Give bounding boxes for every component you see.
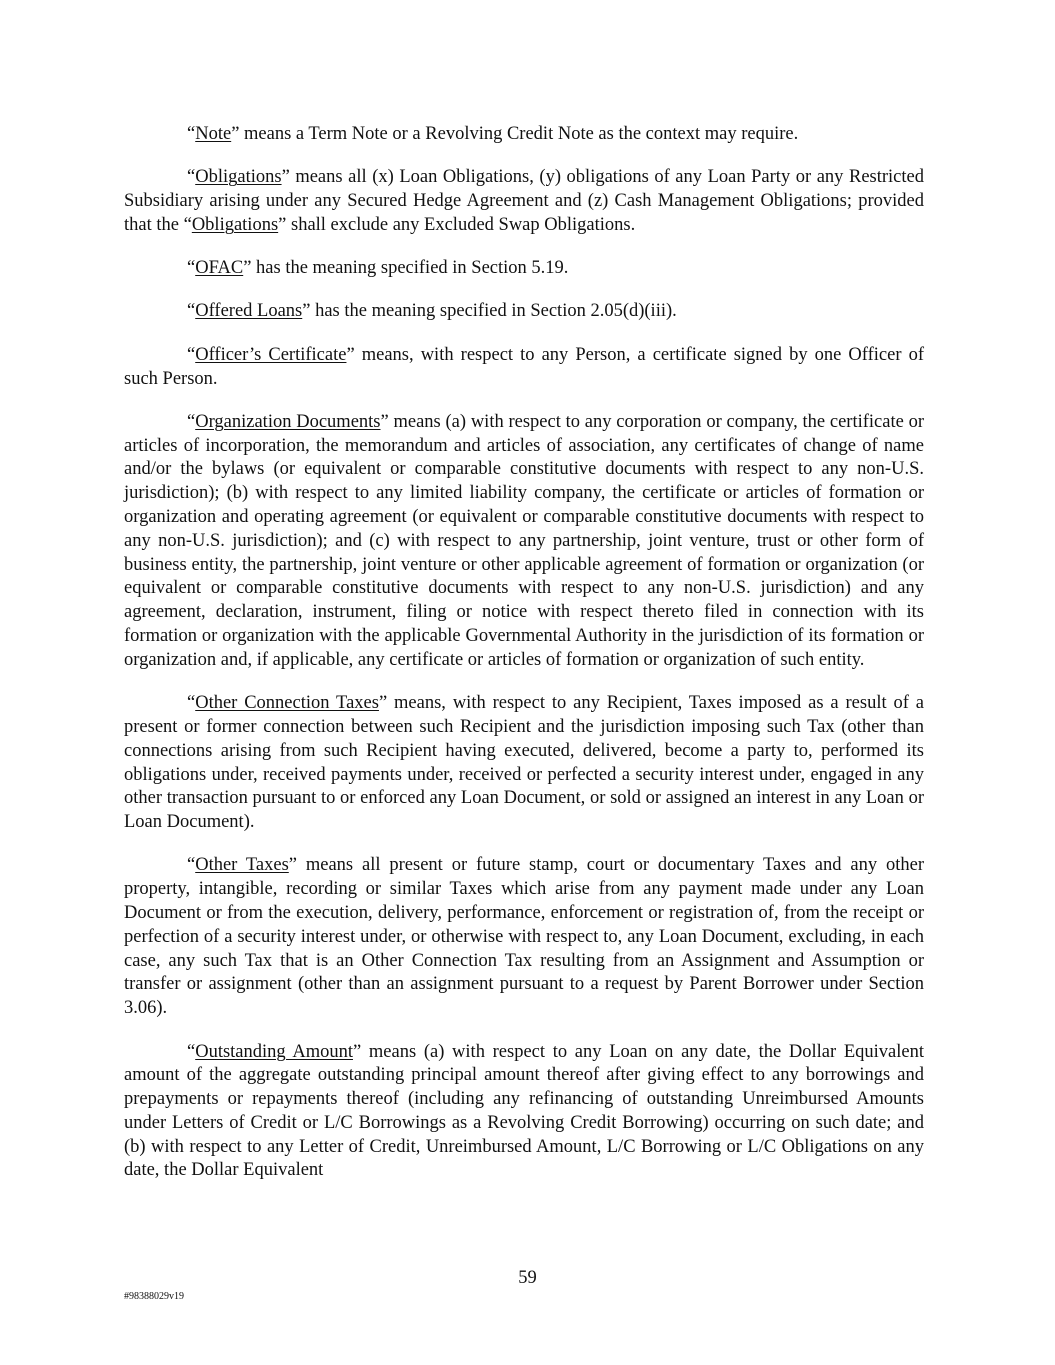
defined-term-reference: Obligations [191, 214, 279, 235]
definition-body: ” means a Term Note or a Revolving Credit Note as the context may require. [231, 124, 799, 144]
defined-term: Officer’s Certificate [195, 344, 347, 365]
definition-other-connection-taxes [124, 692, 924, 835]
open-quote: “ [187, 693, 196, 714]
open-quote: “ [187, 344, 196, 365]
definition-organization-documents [124, 411, 924, 673]
definition-outstanding-amount [124, 1041, 924, 1184]
definition-body: ” means, with respect to any Person, a certificate signed by one Officer of such Person. [124, 344, 924, 389]
open-quote: “ [187, 258, 196, 279]
defined-term: Note [195, 124, 232, 144]
definition-body-continued: ” shall exclude any Excluded Swap Obligations. [278, 214, 636, 235]
definition-body: ” has the meaning specified in Section 5.19. [243, 258, 569, 279]
definition-officers-certificate [124, 344, 924, 392]
document-id: #98388029v19 [124, 1291, 184, 1302]
open-quote: “ [187, 411, 196, 432]
defined-term: Other Taxes [195, 855, 289, 876]
definition-offered-loans [124, 300, 924, 324]
defined-term: Offered Loans [195, 301, 303, 322]
definition-body: ” means all (x) Loan Obligations, (y) obligations of any Loan Party or any Restricted Subsidiary arising under any Secured Hedge Agreement and (z) Cash Management Obligations; provided that the “ [124, 167, 924, 235]
open-quote: “ [187, 167, 196, 188]
definition-note [124, 123, 924, 147]
open-quote: “ [187, 855, 196, 876]
defined-term: Outstanding Amount [195, 1041, 353, 1062]
defined-term: Other Connection Taxes [195, 693, 379, 714]
defined-term: Obligations [195, 167, 282, 188]
defined-term: OFAC [195, 258, 244, 279]
document-page [124, 123, 924, 1203]
definition-obligations [124, 166, 924, 237]
defined-term: Organization Documents [195, 411, 381, 432]
open-quote: “ [187, 124, 196, 144]
definition-body: ” means all present or future stamp, court or documentary Taxes and any other property, intangible, recording or similar Taxes which arise from any payment made under any Loan Document or from the execution, delivery, performance, enforcement or registration of, from the receipt or perfection of a security interest under, or otherwise with respect to, any Loan Document, excluding, in each case, any such Tax that is an Other Connection Tax resulting from an Assignment and Assumption or transfer or assignment (other than an assignment pursuant to a request by Parent Borrower under Section 3.06). [124, 855, 925, 1019]
page-number: 59 [518, 1268, 537, 1288]
definition-body: ” means (a) with respect to any corporation or company, the certificate or articles of incorporation, the memorandum and articles of association, any certificates of change of name and/or the bylaws (or equivalent or comparable constitutive documents with respect to any non-U.S. jurisdiction); (b) with respect to any limited liability company, the certificate or articles of formation or organization and operating agreement (or equivalent or comparable constitutive documents with respect to any non-U.S. jurisdiction); and (c) with respect to any partnership, joint venture, trust or other form of business entity, the partnership, joint venture or other applicable agreement of formation or organization (or equivalent or comparable constitutive documents with respect to any non-U.S. jurisdiction) and any agreement, declaration, instrument, filing or notice with respect thereto filed in connection with its formation or organization with the applicable Governmental Authority in the jurisdiction of its formation or organization and, if applicable, any certificate or articles of formation or organization of such entity. [124, 411, 924, 670]
definition-body: ” means, with respect to any Recipient, Taxes imposed as a result of a present or former connection between such Recipient and the jurisdiction imposing such Tax (other than connections arising from such Recipient having executed, delivered, become a party to, performed its obligations under, received payments under, received or perfected a security interest under, engaged in any other transaction pursuant to or enforced any Loan Document, or sold or assigned an interest in any Loan or Loan Document). [124, 693, 924, 833]
definition-other-taxes [124, 854, 924, 1021]
open-quote: “ [187, 301, 196, 322]
open-quote: “ [187, 1041, 196, 1062]
definition-body: ” means (a) with respect to any Loan on any date, the Dollar Equivalent amount of the aggregate outstanding principal amount thereof after giving effect to any borrowings and prepayments or repayments thereof (including any refinancing of outstanding Unreimbursed Amounts under Letters of Credit or L/C Borrowings as a Revolving Credit Borrowing) occurring on such date; and (b) with respect to any Letter of Credit, Unreimbursed Amount, L/C Borrowing or L/C Obligations on any date, the Dollar Equivalent [124, 1041, 925, 1181]
definition-body: ” has the meaning specified in Section 2.05(d)(iii). [302, 301, 677, 322]
definition-ofac [124, 257, 924, 281]
